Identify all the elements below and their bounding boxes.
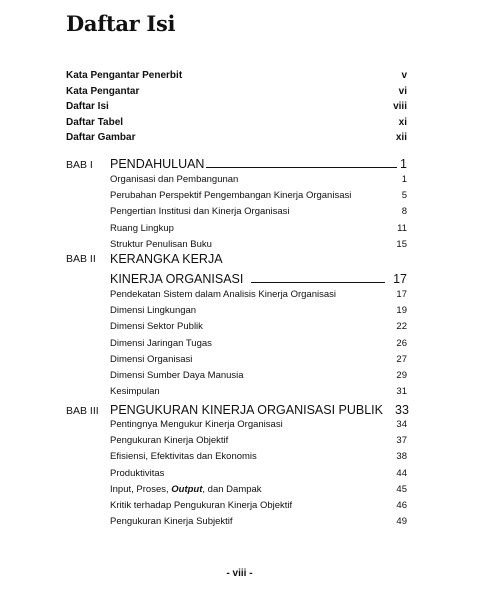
chapter-page: 33	[395, 403, 409, 417]
front-matter-list	[66, 68, 407, 146]
section-page: 19	[396, 305, 407, 317]
toc-entry-page: v	[401, 70, 407, 81]
list-item	[110, 204, 407, 220]
section-page: 45	[396, 483, 407, 495]
list-item	[110, 466, 407, 482]
leader-line	[206, 166, 397, 168]
toc-entry	[66, 68, 407, 84]
toc-entry-label: Daftar Tabel	[66, 116, 124, 128]
list-item	[110, 319, 407, 335]
list-item	[110, 237, 407, 253]
list-item	[110, 336, 407, 352]
section-list	[110, 287, 407, 400]
list-item	[110, 352, 407, 368]
list-item	[110, 482, 407, 498]
chapter-heading	[66, 153, 407, 171]
section-page: 11	[397, 222, 407, 234]
toc-entry	[66, 84, 407, 100]
section-title: Pengukuran Kinerja Objektif	[110, 435, 229, 447]
toc-entry-label: Kata Pengantar	[66, 85, 140, 97]
list-item	[110, 417, 407, 433]
section-page: 44	[396, 467, 407, 479]
toc-entry-page: viii	[393, 101, 407, 112]
chapter-title-line1: KERANGKA KERJA	[110, 252, 223, 266]
list-item	[110, 188, 407, 204]
section-page: 37	[396, 435, 407, 447]
toc-entry-label: Daftar Isi	[66, 101, 109, 112]
section-title: Efisiensi, Efektivitas dan Ekonomis	[110, 451, 257, 463]
section-page: 38	[396, 451, 407, 463]
section-page: 31	[396, 386, 407, 398]
section-page: 27	[396, 353, 407, 365]
page-title: Daftar Isi	[66, 11, 176, 36]
section-title: Input, Proses, Output, dan Dampak	[110, 483, 262, 495]
section-page: 26	[396, 337, 407, 349]
chapter-heading	[66, 252, 407, 286]
chapter-title: PENGUKURAN KINERJA ORGANISASI PUBLIK	[110, 403, 383, 417]
list-item	[110, 368, 407, 384]
toc-entry-label: Daftar Gambar	[66, 132, 136, 143]
chapter-page: 17	[393, 272, 407, 286]
section-page: 17	[396, 289, 407, 300]
section-page: 15	[396, 238, 407, 250]
list-item	[110, 221, 407, 237]
list-item	[110, 498, 407, 514]
section-title: Pendekatan Sistem dalam Analisis Kinerja Organisasi	[110, 289, 337, 300]
section-title: Dimensi Jaringan Tugas	[110, 337, 212, 349]
section-page: 5	[401, 190, 407, 202]
chapter-number: BAB III	[66, 405, 99, 417]
section-title: Struktur Penulisan Buku	[110, 238, 212, 250]
toc-entry-page: xi	[398, 116, 407, 128]
toc-entry	[66, 130, 407, 146]
emphasis-text: Output	[171, 483, 203, 495]
list-item	[110, 384, 407, 400]
chapter-title: PENDAHULUAN	[110, 157, 205, 171]
chapter-number: BAB II	[66, 253, 96, 265]
list-item	[110, 433, 407, 449]
section-list	[110, 172, 407, 253]
section-page: 34	[396, 419, 407, 430]
chapter-heading	[66, 399, 407, 417]
section-title: Dimensi Sumber Daya Manusia	[110, 369, 244, 381]
chapter-title-line2: KINERJA ORGANISASI	[110, 272, 244, 286]
section-title: Organisasi dan Pembangunan	[110, 174, 239, 185]
section-title: Pengertian Institusi dan Kinerja Organisasi	[110, 206, 290, 218]
page-number-footer: - viii -	[226, 568, 253, 579]
list-item	[110, 514, 407, 530]
section-page: 8	[401, 206, 407, 218]
section-page: 46	[396, 499, 407, 511]
list-item	[110, 287, 407, 303]
chapter-bab-3	[66, 399, 407, 530]
section-title: Pengukuran Kinerja Subjektif	[110, 516, 233, 528]
leader-line	[251, 281, 385, 283]
section-title: Kesimpulan	[110, 386, 160, 398]
list-item	[110, 172, 407, 188]
section-title: Dimensi Sektor Publik	[110, 321, 203, 333]
section-title: Dimensi Organisasi	[110, 353, 193, 365]
section-title: Perubahan Perspektif Pengembangan Kinerja Organisasi	[110, 190, 352, 202]
toc-entry-page: vi	[398, 85, 407, 97]
section-title: Kritik terhadap Pengukuran Kinerja Objektif	[110, 499, 293, 511]
toc-entry-page: xii	[395, 132, 407, 143]
list-item	[110, 303, 407, 319]
chapter-page: 1	[400, 157, 407, 171]
section-title: Dimensi Lingkungan	[110, 305, 197, 317]
list-item	[110, 449, 407, 465]
section-title: Produktivitas	[110, 467, 165, 479]
toc-entry	[66, 115, 407, 131]
section-page: 49	[396, 516, 407, 528]
section-page: 29	[396, 369, 407, 381]
chapter-bab-1	[66, 153, 407, 253]
chapter-bab-2	[66, 252, 407, 400]
chapter-number: BAB I	[66, 159, 93, 171]
section-title: Ruang Lingkup	[110, 222, 174, 234]
section-list	[110, 417, 407, 530]
toc-entry-label: Kata Pengantar Penerbit	[66, 70, 183, 81]
toc-entry	[66, 99, 407, 115]
section-page: 22	[396, 321, 407, 333]
section-title: Pentingnya Mengukur Kinerja Organisasi	[110, 419, 283, 430]
section-page: 1	[401, 174, 407, 185]
